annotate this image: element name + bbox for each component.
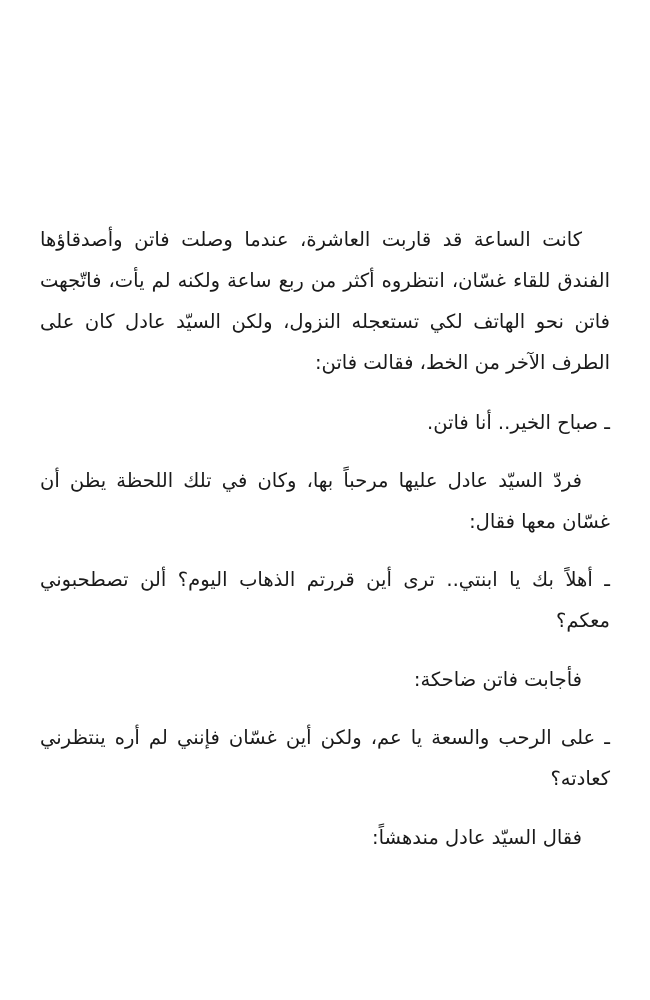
paragraph-narration-1: كانت الساعة قد قاربت العاشرة، عندما وصلت فاتن وأصدقاؤها الفندق للقاء غسّان، انتظروه أكثر من ربع ساعة ولكنه لم يأت، فاتّجهت فاتن نحو الهاتف لكي تستعجله النزول، ولكن السيّد عادل كان على الطرف الآخر من الخط، فقالت فاتن:: [40, 228, 610, 374]
paragraph-dialogue-faten-reply: ـ على الرحب والسعة يا عم، ولكن أين غسّان فإنني لم أره ينتظرني كعادته؟: [40, 726, 610, 790]
paragraph-narration-4: فقال السيّد عادل مندهشاً:: [372, 826, 582, 849]
paragraph-dialogue-adel-welcome: ـ أهلاً بك يا ابنتي.. ترى أين قررتم الذهاب اليوم؟ ألن تصطحبوني معكم؟: [40, 568, 610, 632]
page-text: [40, 219, 610, 877]
paragraph-dialogue-faten-greeting: ـ صباح الخير.. أنا فاتن.: [427, 411, 610, 434]
paragraph-narration-2: فردّ السيّد عادل عليها مرحباً بها، وكان في تلك اللحظة يظن أن غسّان معها فقال:: [40, 469, 610, 533]
paragraph-narration-3: فأجابت فاتن ضاحكة:: [413, 668, 582, 691]
